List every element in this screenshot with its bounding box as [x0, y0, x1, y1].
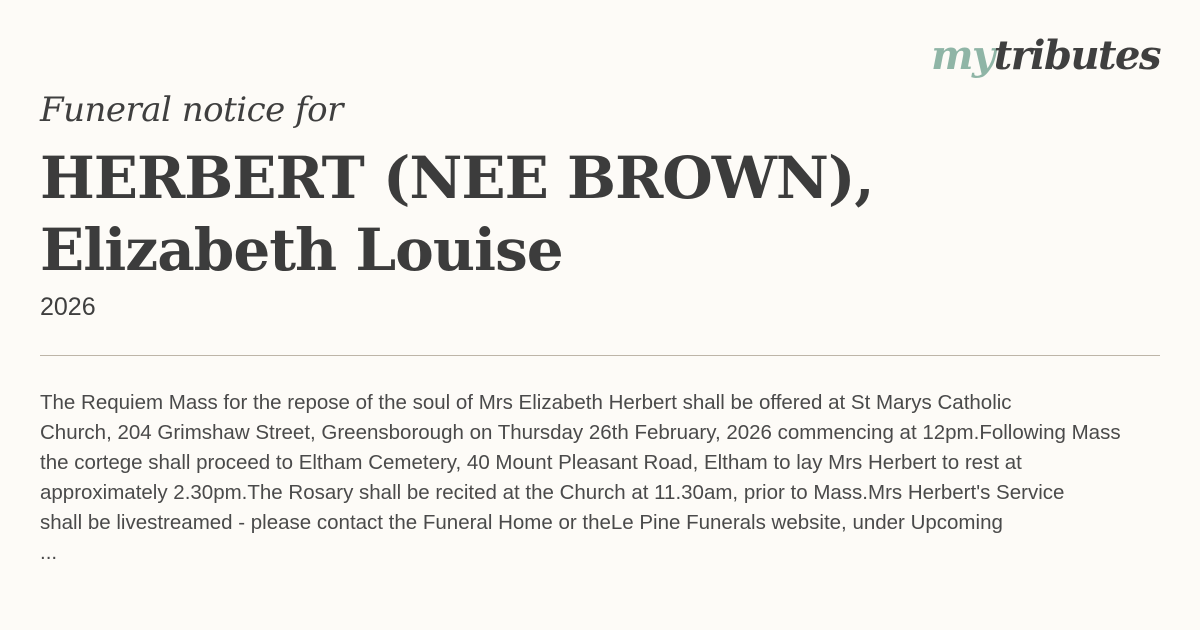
logo-tributes: tributes	[993, 32, 1160, 79]
notice-body-line: Church, 204 Grimshaw Street, Greensborough on Thursday 26th February, 2026 commencing at 12pm.Following Mass	[40, 421, 1121, 444]
mytributes-logo[interactable]	[931, 32, 1160, 79]
notice-body-ellipsis: ...	[40, 541, 58, 564]
notice-body-line: the cortege shall proceed to Eltham Cemetery, 40 Mount Pleasant Road, Eltham to lay Mrs Herbert to rest at	[40, 451, 1022, 474]
deceased-surname: HERBERT (NEE BROWN),	[40, 144, 874, 212]
deceased-given-names: Elizabeth Louise	[40, 216, 563, 284]
notice-body-line: The Requiem Mass for the repose of the soul of Mrs Elizabeth Herbert shall be offered at St Marys Catholic	[40, 391, 1012, 414]
notice-year: 2026	[40, 293, 96, 321]
notice-body-line: approximately 2.30pm.The Rosary shall be recited at the Church at 11.30am, prior to Mass.Mrs Herbert's Service	[40, 481, 1065, 504]
notice-body	[40, 388, 1200, 568]
divider	[40, 355, 1160, 356]
notice-kicker: Funeral notice for	[40, 90, 343, 130]
notice-body-line: shall be livestreamed - please contact the Funeral Home or theLe Pine Funerals website, under Upcoming	[40, 511, 1003, 534]
logo-my: my	[931, 32, 994, 79]
deceased-name	[40, 142, 940, 286]
